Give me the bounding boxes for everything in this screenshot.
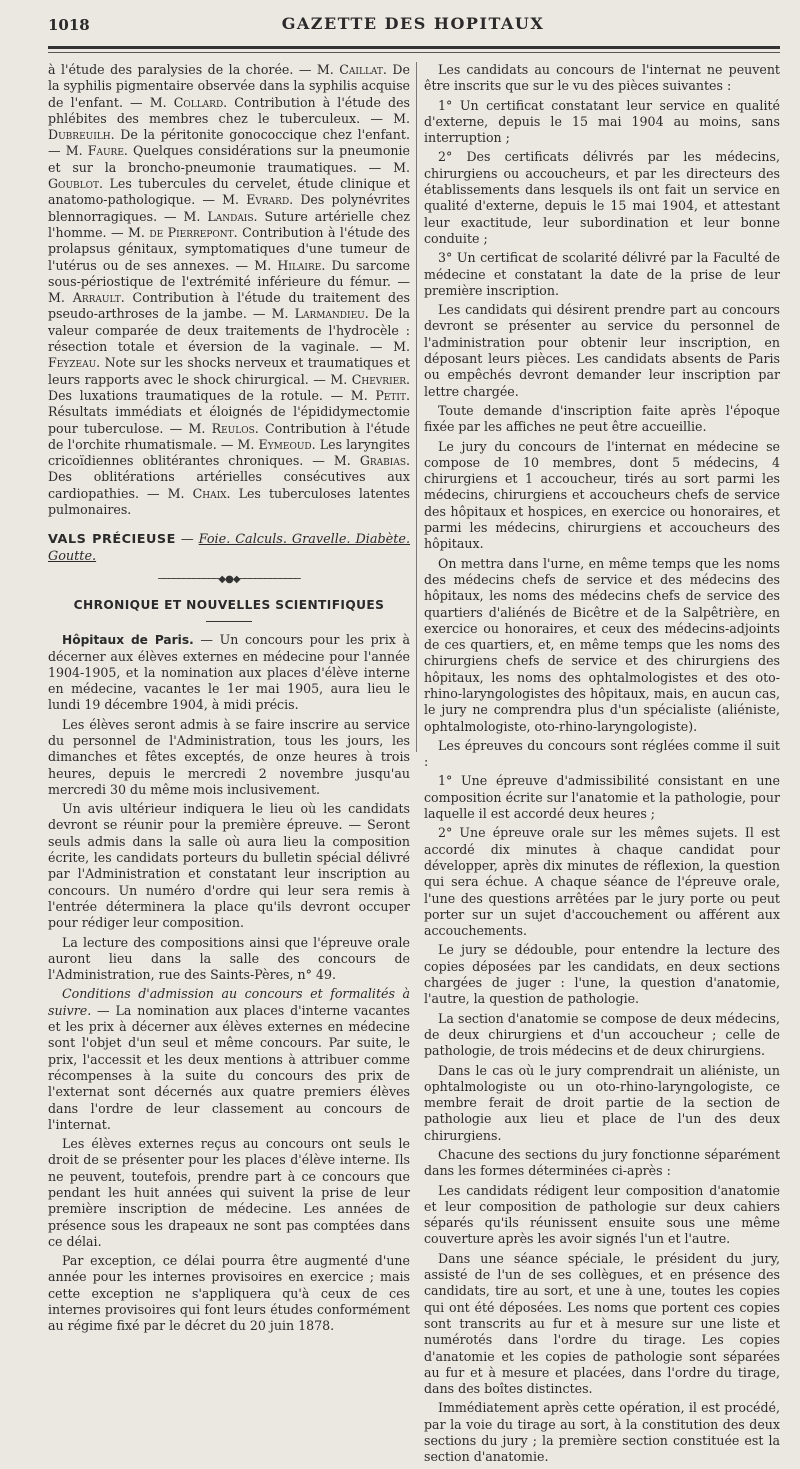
author-name: Evrard.	[246, 192, 294, 208]
thesis-title: De la valeur comparée de deux traitements de l'hydrocèle : résection totale et éversion de la vaginale. — M.	[48, 306, 410, 355]
author-name: Petit.	[375, 387, 410, 403]
paragraph: 3° Un certificat de scolarité délivré par la Faculté de médecine et constatant la date de la prise de leur première inscription.	[424, 250, 780, 298]
header-rule-thin	[48, 52, 780, 53]
paragraph: Le jury se dédouble, pour entendre la lecture des copies déposées par les candidats, en deux sections chargées de juger : l'une, la question d'anatomie, l'autre, la question de pathologie.	[424, 942, 780, 1007]
author-name: Grabias.	[359, 453, 410, 469]
author-list	[48, 62, 410, 517]
author-name: Eymeoud.	[258, 436, 316, 452]
paragraph: Le jury du concours de l'internat en médecine se compose de 10 membres, dont 5 médecins, 4 chirurgiens et 1 accoucheur, tirés au sort parmi les médecins, chirurgiens et accoucheurs chefs de service des hôpitaux et hospices, en exercice ou honoraires, et parmi les médecins, chirurgiens et accoucheurs des hôpitaux.	[424, 438, 780, 552]
paragraph: Par exception, ce délai pourra être augmenté d'une année pour les internes provisoires en exercice ; mais cette exception ne s'appliquera qu'à ceux de ces internes provisoires qui font leurs études conformément au régime fixé par le décret du 20 juin 1878.	[48, 1253, 410, 1334]
paragraph: On mettra dans l'urne, en même temps que les noms des médecins chefs de service et des médecins des hôpitaux, les noms des médecins chefs de service des quartiers d'aliénés de Bicêtre et de la Salpêtrière, en exercice ou honoraires, et ceux des médecins-adjoints de ces quartiers, et, en même temps que les noms des chirurgiens chefs de service et des chirurgiens des hôpitaux, les noms des ophtalmologistes et des oto-rhino-laryngologistes des hôpitaux, mais, en aucun cas, le jury ne comprendra plus d'un spécialiste (aliéniste, ophtalmologiste, oto-rhino-laryngologiste).	[424, 555, 780, 734]
thesis-title: Les tuberculoses latentes pulmonaires.	[48, 485, 410, 518]
thesis-title: Contribution à l'étude des phlébites des membres chez le tuberculeux. — M.	[48, 94, 410, 126]
thesis-title: Du sarcome sous-périostique de l'extrémité inférieure du fémur. — M.	[48, 257, 410, 306]
page-header	[48, 12, 778, 46]
paragraph: Immédiatement après cette opération, il est procédé, par la voie du tirage au sort, à la constitution des deux sections du jury ; la première section constituée est la section d'anatomie.	[424, 1400, 780, 1465]
thesis-title: Résultats immédiats et éloignés de l'épididymectomie pour tuberculose. — M.	[48, 404, 410, 436]
list-intro: à l'étude des paralysies de la chorée. — M.	[48, 62, 334, 77]
paragraph: Toute demande d'inscription faite après l'époque fixée par les affiches ne peut être accueillie.	[424, 402, 780, 435]
thesis-title: Des luxations traumatiques de la rotule. — M.	[48, 387, 368, 403]
paragraph: Chacune des sections du jury fonctionne séparément dans les formes déterminées ci-après :	[424, 1147, 780, 1179]
thesis-title: Des polynévrites blennorragiques. — M.	[48, 192, 410, 224]
paragraph: Les épreuves du concours sont réglées comme il suit :	[424, 737, 780, 770]
author-name: Collard.	[173, 94, 228, 110]
paragraph: Dans le cas où le jury comprendrait un aliéniste, un ophtalmologiste ou un oto-rhino-laryngologiste, ce membre ferait de droit partie de la section de pathologie aux lieu et place de l'un des deux chirurgiens.	[424, 1062, 780, 1143]
thesis-title: Les tubercules du cervelet, étude clinique et anatomo-pathologique. — M.	[48, 176, 410, 208]
thesis-title: Les laryngites cricoïdiennes oblitérantes chroniques. — M.	[48, 436, 410, 469]
author-name: Arrault.	[72, 290, 125, 306]
paragraph: 2° Une épreuve orale sur les mêmes sujets. Il est accordé dix minutes à chaque candidat pour développer, après dix minutes de réflexion, la question qui sera échue. A chaque séance de l'épreuve orale, l'une des questions arrêtées par le jury porte ou peut porter sur un sujet d'accouchement ou afférent aux accouchements.	[424, 825, 780, 939]
author-name: Caillat.	[339, 62, 387, 77]
paragraph: Les élèves externes reçus au concours ont seuls le droit de se présenter pour les places d'élève interne. Ils ne peuvent, toutefois, prendre part à ce concours que pendant les huit années qui suivent la prise de leur première inscription de médecine. Les années de présence sous les drapeaux ne sont pas comptées dans ce délai.	[48, 1136, 410, 1249]
thesis-title: Contribution à l'étude de l'orchite rhumatismale. — M.	[48, 420, 410, 452]
author-name: Goublot.	[48, 176, 103, 192]
author-name: Chevrier.	[351, 371, 410, 387]
journal-title: GAZETTE DES HOPITAUX	[281, 14, 545, 33]
paragraph: Les candidats rédigent leur composition d'anatomie et leur composition de pathologie sur deux cahiers séparés qu'ils réunissent ensuite sous une même couverture après les avoir signés l'un et l'autre.	[424, 1182, 780, 1247]
thesis-title: De la péritonite gonococcique chez l'enfant. — M.	[48, 127, 410, 159]
author-name: Feyzeau.	[48, 355, 101, 371]
thesis-title: De la syphilis pigmentaire observée dans la syphilis acquise de l'enfant. — M.	[48, 62, 410, 110]
header-rule	[48, 46, 780, 49]
thesis-list	[48, 62, 410, 518]
paragraph: Hôpitaux de Paris. — Un concours pour les prix à décerner aux élèves externes en médecine pour l'année 1904-1905, et la nomination aux places d'élève interne en médecine, vacantes le 1er mai 1905, aura lieu le lundi 19 décembre 1904, à midi précis.	[48, 632, 410, 713]
author-name: de Pierrepont.	[149, 224, 238, 240]
thesis-title: Quelques considérations sur la pneumonie et sur la broncho-pneumonie traumatiques. — M.	[48, 143, 410, 175]
thesis-title: Contribution à l'étude des prolapsus génitaux, symptomatiques d'une tumeur de l'utérus ou de ses annexes. — M.	[48, 224, 410, 273]
paragraph: Les candidats qui désirent prendre part au concours devront se présenter au service du personnel de l'administration pour obtenir leur inscription, en déposant leurs pièces. Les candidats absents de Paris ou empêchés devront demander leur inscription par lettre chargée.	[424, 302, 780, 399]
author-name: Chaix.	[192, 485, 231, 501]
paragraph: Conditions d'admission au concours et formalités à suivre. — La nomination aux places d'interne vacantes et les prix à décerner aux élèves externes en médecine sont l'objet d'un seul et même concours. Par suite, le prix, l'accessit et les deux mentions à attribuer comme récompenses à la suite du concours des prix de l'externat sont décernés aux quatre premiers élèves dans l'ordre de leur classement au concours de l'internat.	[48, 986, 410, 1132]
paragraph: Les candidats au concours de l'internat ne peuvent être inscrits que sur le vu des pièces suivantes :	[424, 62, 780, 94]
paragraph: La section d'anatomie se compose de deux médecins, de deux chirurgiens et d'un accoucheur ; celle de pathologie, de trois médecins et de deux chirurgiens.	[424, 1010, 780, 1059]
column-divider	[416, 62, 417, 752]
thesis-title: Suture artérielle chez l'homme. — M.	[48, 208, 411, 240]
author-name: Faure.	[87, 143, 128, 159]
paragraph: Un avis ultérieur indiquera le lieu où les candidats devront se réunir pour la première épreuve. — Seront seuls admis dans la salle où aura lieu la composition écrite, les candidats porteurs du bulletin spécial délivré par l'Administration et constatant leur inscription au concours. Un numéro d'ordre qui leur sera remis à l'entrée déterminera la place qu'ils devront occuper pour rédiger leur composition.	[48, 801, 410, 931]
left-column	[48, 62, 410, 1338]
vals-dash: —	[175, 532, 199, 548]
thesis-title: Contribution à l'étude du traitement des pseudo-arthroses de la jambe. — M.	[48, 290, 410, 322]
author-name: Reulos.	[211, 420, 259, 436]
right-column	[424, 62, 780, 1469]
paragraph: 2° Des certificats délivrés par les médecins, chirurgiens ou accoucheurs, et par les directeurs des établissements dans lesquels ils ont fait un service en qualité d'externe, depuis le 15 mai 1904, et attestant leur exactitude, leur subordination et leur bonne conduite ;	[424, 149, 780, 246]
vals-advert	[48, 532, 410, 565]
paragraph: 1° Un certificat constatant leur service en qualité d'externe, depuis le 15 mai 1904 au moins, sans interruption ;	[424, 97, 780, 146]
paragraph: 1° Une épreuve d'admissibilité consistant en une composition écrite sur l'anatomie et la pathologie, pour laquelle il est accordé deux heures ;	[424, 773, 780, 822]
thesis-title: Note sur les shocks nerveux et traumatiques et leurs rapports avec le shock chirurgical. — M.	[48, 355, 410, 387]
paragraph: Dans une séance spéciale, le président du jury, assisté de l'un de ses collègues, et en présence des candidats, tire au sort, et une à une, toutes les copies qui ont été déposées. Les noms que portent ces copies sont transcrits au fur et à mesure sur une liste et numérotés dans l'ordre du tirage. Les copies d'anatomie et les copies de pathologie sont séparées au fur et à mesure et placées, dans l'ordre du tirage, dans des boîtes distinctes.	[424, 1250, 780, 1397]
section-rule	[206, 621, 252, 622]
vals-brand: VALS PRÉCIEUSE	[48, 532, 176, 548]
author-name: Landais.	[207, 208, 258, 224]
author-name: Larmandieu.	[294, 306, 369, 322]
author-name: Hilaire.	[277, 257, 326, 273]
thesis-title: Des oblitérations artérielles consécutives aux cardiopathies. — M.	[48, 469, 410, 501]
paragraph: Les élèves seront admis à se faire inscrire au service du personnel de l'Administration, tous les jours, les dimanches et fêtes exceptés, de onze heures à trois heures, depuis le mercredi 2 novembre jusqu'au mercredi 30 du même mois inclusivement.	[48, 716, 410, 797]
ornament-divider: ────────────◆●◆────────────	[158, 573, 300, 585]
vals-indications: Foie. Calculs. Gravelle. Diabète. Goutte.	[48, 532, 411, 564]
author-name: Dubreuilh.	[48, 127, 115, 143]
conditions-heading: Conditions d'admission au concours et formalités à suivre.	[48, 986, 410, 1018]
page-number: 1018	[48, 16, 90, 34]
lead-heading: Hôpitaux de Paris.	[62, 633, 194, 648]
paragraph: La lecture des compositions ainsi que l'épreuve orale auront lieu dans la salle des concours de l'Administration, rue des Saints-Pères, n° 49.	[48, 934, 410, 983]
section-title: CHRONIQUE ET NOUVELLES SCIENTIFIQUES	[73, 597, 385, 612]
